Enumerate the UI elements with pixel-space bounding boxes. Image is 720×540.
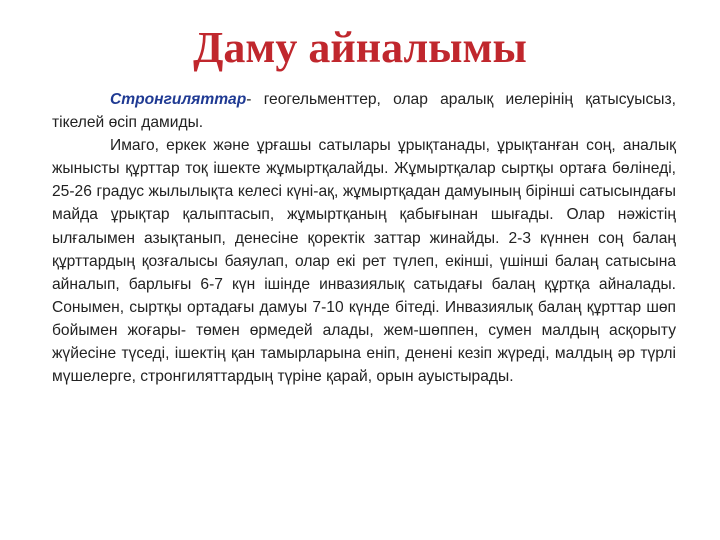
slide-body bbox=[52, 88, 676, 388]
paragraph-definition bbox=[52, 88, 676, 134]
definition-text: - геогельменттер, олар аралық иелерінің қатысуысыз, тікелей өсіп дамиды. bbox=[52, 91, 676, 132]
slide-title: Даму айналымы bbox=[193, 23, 527, 72]
term-strongylates: Стронгиляттар bbox=[110, 91, 247, 108]
paragraph-lifecycle: Имаго, еркек және ұрғашы сатылары ұрықтанады, ұрықтанған соң, аналық жынысты құрттар тоқ ішекте жұмыртқалайды. Жұмыртқалар сыртқы ортаға бөлінеді, 25-26 градус жылылықта келесі күні-ақ, жұмыртқадан дамуының бірінші сатысындағы майда ұрықтар қалыптасып, жұмыртқаның қабығынан шығады. Олар нәжістің ылғалымен азықтанып, денесіне қоректік заттар жинайды. 2-3 күннен соң балаң құрттардың қозғалысы баяулап, олар екі рет түлеп, екінші, үшінші балаң сатысына айналып, барлығы 6-7 күн ішінде инвазиялық сатыдағы балаң құртқа айналады. Сонымен, сыртқы ортадағы дамуы 7-10 күнде бітеді. Инвазиялық балаң құрттар шөп бойымен жоғары- төмен өрмедей алады, жем-шөппен, сумен малдың асқорыту жүйесіне түседі, ішектің қан тамырларына еніп, денені кезіп жүреді, малдың әр түрлі мүшелерге, стронгиляттардың түріне қарай, орын ауыстырады. bbox=[52, 137, 676, 386]
